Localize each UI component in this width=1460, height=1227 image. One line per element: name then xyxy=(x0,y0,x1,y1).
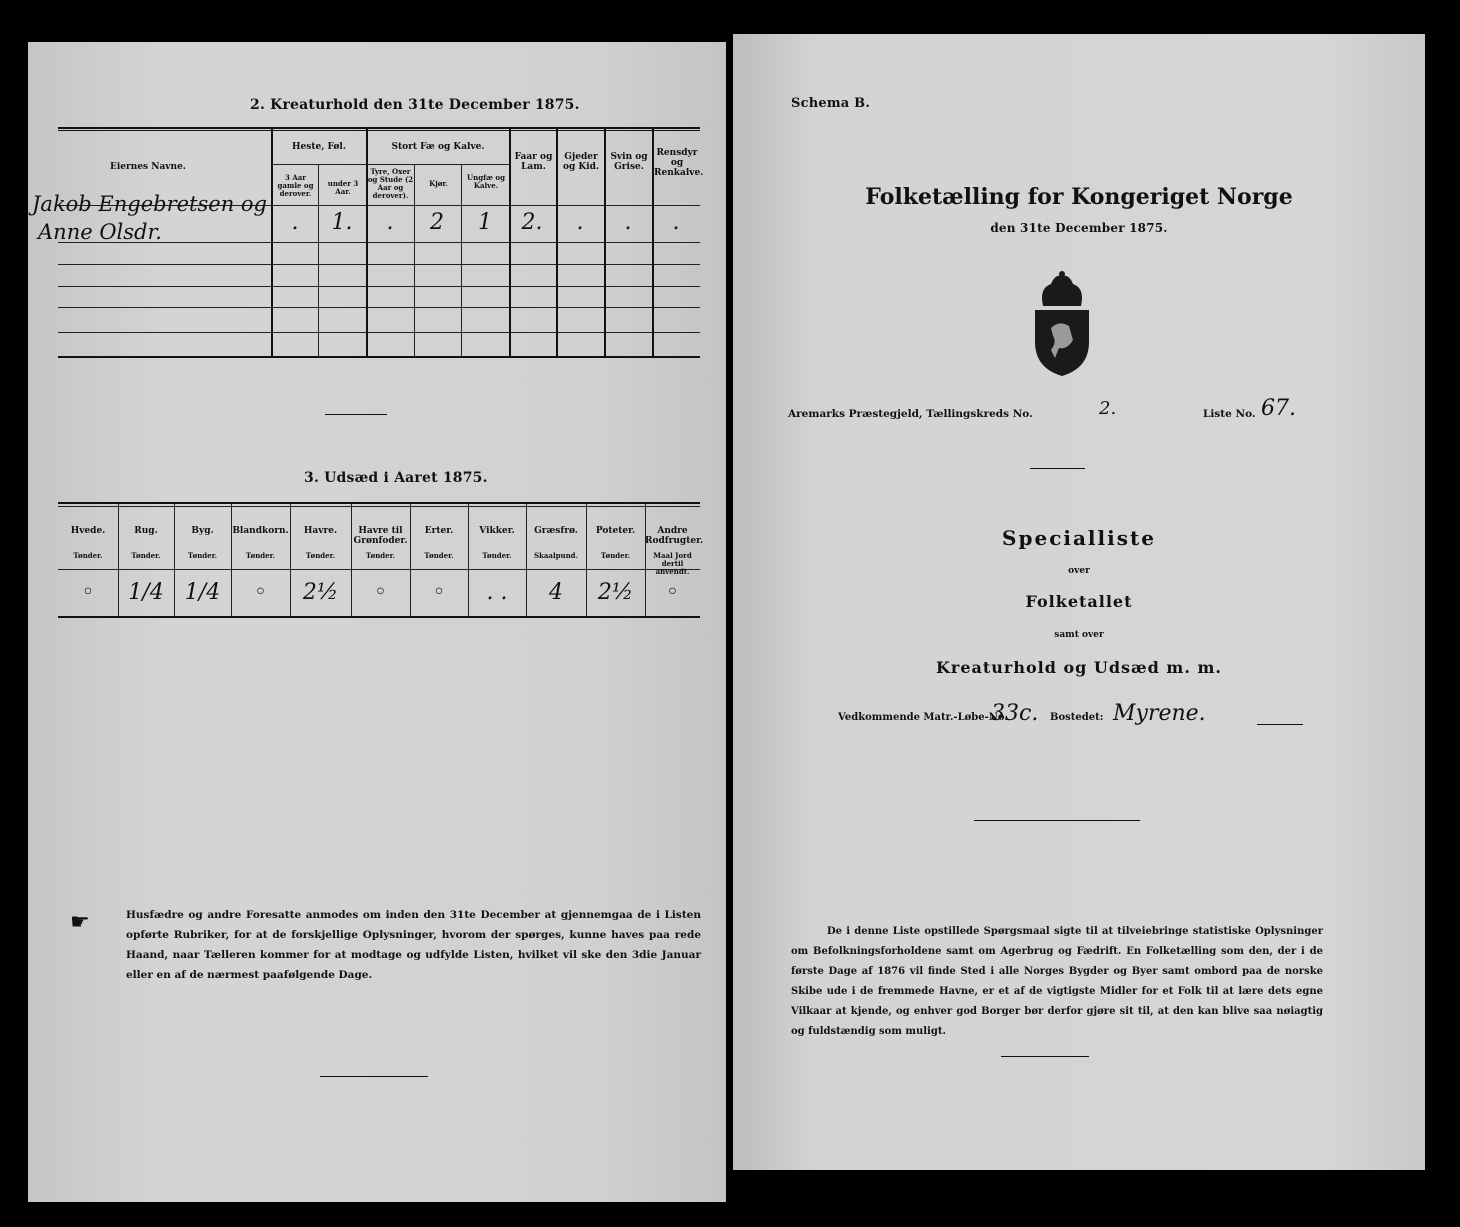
seed-column-unit: Tønder. xyxy=(245,551,276,560)
livestock-value: 2 xyxy=(430,210,444,235)
livestock-value: 1. xyxy=(331,210,353,235)
livestock-value: 2. xyxy=(521,210,543,235)
owner-name-line2: Anne Olsdr. xyxy=(38,220,162,244)
over-label: over xyxy=(1068,566,1090,576)
seed-column-header: Andre Rodfrugter. xyxy=(645,526,704,546)
kreaturhold-heading: Kreaturhold og Udsæd m. m. xyxy=(936,658,1222,677)
main-title: Folketælling for Kongeriget Norge xyxy=(865,184,1293,210)
seed-column-unit: Tønder. xyxy=(187,551,218,560)
seed-column-header: Havre til Grønfoder. xyxy=(353,526,408,546)
table-rule xyxy=(58,506,700,507)
seed-column-header: Rug. xyxy=(134,526,158,536)
seed-column-header: Vikker. xyxy=(479,526,515,536)
seed-column-unit: Tønder. xyxy=(131,551,161,560)
owner-header: Eiernes Navne. xyxy=(110,162,186,172)
seed-value: ◦ xyxy=(666,580,679,605)
col-faar-header: Faar og Lam. xyxy=(514,152,553,172)
separator-rule xyxy=(974,820,1140,821)
col-stort-sub3: Ungfæ og Kalve. xyxy=(467,173,505,190)
samt-over-label: samt over xyxy=(1054,630,1104,640)
seed-column-header: Havre. xyxy=(303,526,338,536)
seed-column-header: Græsfrø. xyxy=(534,526,578,536)
col-stort-header: Stort Fæ og Kalve. xyxy=(391,142,485,152)
seed-value: 1/4 xyxy=(128,580,164,605)
col-heste-sub2: under 3 Aar. xyxy=(327,179,359,196)
seed-column-header: Blandkorn. xyxy=(232,526,289,536)
seed-value: 2½ xyxy=(302,580,339,605)
col-rensdyr-header: Rensdyr og Renkalve. xyxy=(654,148,704,178)
table-rule xyxy=(271,164,509,165)
seed-column-unit: Tønder. xyxy=(600,551,631,560)
livestock-value: . xyxy=(291,210,299,235)
table-rule xyxy=(58,569,700,570)
seed-column-unit: Skaalpund. xyxy=(533,551,579,560)
section3-title: 3. Udsæd i Aaret 1875. xyxy=(304,470,488,486)
seed-column-unit: Tønder. xyxy=(482,551,512,560)
folketallet-heading: Folketallet xyxy=(1025,592,1133,611)
table-divider xyxy=(461,164,462,356)
seed-value: ◦ xyxy=(374,580,387,605)
notice-text: Husfædre og andre Foresatte anmodes om inden den 31te December at gjennemgaa de i Listen opførte Rubriker, for at de forskjellige Oplysninger, hvorom der spørges, kunne haves paa rede Haand, naar Tælleren kommer for at modtage og udfylde Listen, hvilket vil ske den 3die Januar eller en af de nærmest paafølgende Dage. xyxy=(126,909,701,981)
seed-column-header: Byg. xyxy=(191,526,214,536)
left-page xyxy=(28,42,726,1202)
seed-column-unit: Maal Jord dertil anvendt. xyxy=(653,551,692,576)
right-page xyxy=(733,34,1425,1170)
table-rule xyxy=(58,502,700,504)
separator-rule xyxy=(325,414,387,415)
seed-value: 2½ xyxy=(597,580,634,605)
norwegian-coat-of-arms-icon xyxy=(1029,270,1095,378)
seed-value: 4 xyxy=(549,580,563,605)
district-label: Aremarks Præstegjeld, Tællingskreds No. xyxy=(788,408,1033,420)
seed-value: ◦ xyxy=(254,580,267,605)
pointing-hand-icon: ☛ xyxy=(70,910,90,935)
livestock-value: . xyxy=(386,210,394,235)
section2-title: 2. Kreaturhold den 31te December 1875. xyxy=(250,97,580,113)
col-gjeder-header: Gjeder og Kid. xyxy=(562,152,600,172)
owner-name-line1: Jakob Engebretsen og xyxy=(32,192,267,216)
seed-column-unit: Tønder. xyxy=(365,551,396,560)
livestock-value: . xyxy=(672,210,680,235)
specialliste-heading: Specialliste xyxy=(1002,526,1156,550)
bosted-value: Myrene. xyxy=(1113,701,1206,726)
col-heste-header: Heste, Føl. xyxy=(292,142,346,152)
col-heste-sub1: 3 Aar gamle og derover. xyxy=(277,173,314,198)
purpose-text: De i denne Liste opstillede Spørgsmaal sigte til at tilveiebringe statistiske Oplysninger om Befolkningsforholdene samt om Agerbrug og Fædrift. En Folketælling som den, der i de første Dage af 1876 vil finde Sted i alle Norges Bygder og Byer samt ombord paa de norske Skibe ude i de fremmede Havne, er et af de vigtigste Midler for et Folk til at lære dets egne Vilkaar at kjende, og enhver god Borger bør derfor gjøre sit til, at den kan blive saa nøiagtig og fuldstændig som muligt. xyxy=(791,926,1323,1037)
livestock-value: . xyxy=(624,210,632,235)
livestock-value: . xyxy=(576,210,584,235)
seed-value: . . xyxy=(486,580,508,605)
seed-column-unit: Tønder. xyxy=(305,551,336,560)
census-date: den 31te December 1875. xyxy=(990,221,1168,235)
matr-label: Vedkommende Matr.-Løbe-No. xyxy=(838,712,1008,723)
bosted-label: Bostedet: xyxy=(1050,712,1104,723)
col-stort-sub1: Tyre, Oxer og Stude (2 Aar og derover). xyxy=(367,167,414,200)
seed-column-unit: Tønder. xyxy=(424,551,454,560)
separator-rule xyxy=(1030,468,1085,469)
col-svin-header: Svin og Grise. xyxy=(610,152,648,172)
seed-value: ◦ xyxy=(81,580,95,605)
col-stort-sub2: Kjør. xyxy=(429,179,448,188)
list-label: Liste No. xyxy=(1203,408,1256,420)
table-divider xyxy=(414,164,415,356)
seed-column-header: Erter. xyxy=(424,526,454,536)
seed-column-header: Hvede. xyxy=(70,526,106,536)
list-value: 67. xyxy=(1261,396,1296,421)
seed-value: ◦ xyxy=(432,580,446,605)
schema-label: Schema B. xyxy=(791,96,871,111)
matr-value: 33c. xyxy=(991,701,1039,726)
separator-rule xyxy=(1257,724,1303,725)
district-value: 2. xyxy=(1099,398,1117,419)
separator-rule xyxy=(1001,1056,1089,1057)
livestock-value: 1 xyxy=(478,210,492,235)
seed-value: 1/4 xyxy=(184,580,221,605)
seed-column-unit: Tønder. xyxy=(73,551,103,560)
table-divider xyxy=(318,164,319,356)
seed-column-header: Poteter. xyxy=(595,526,636,536)
table-rule xyxy=(58,616,700,618)
separator-rule xyxy=(320,1076,428,1077)
